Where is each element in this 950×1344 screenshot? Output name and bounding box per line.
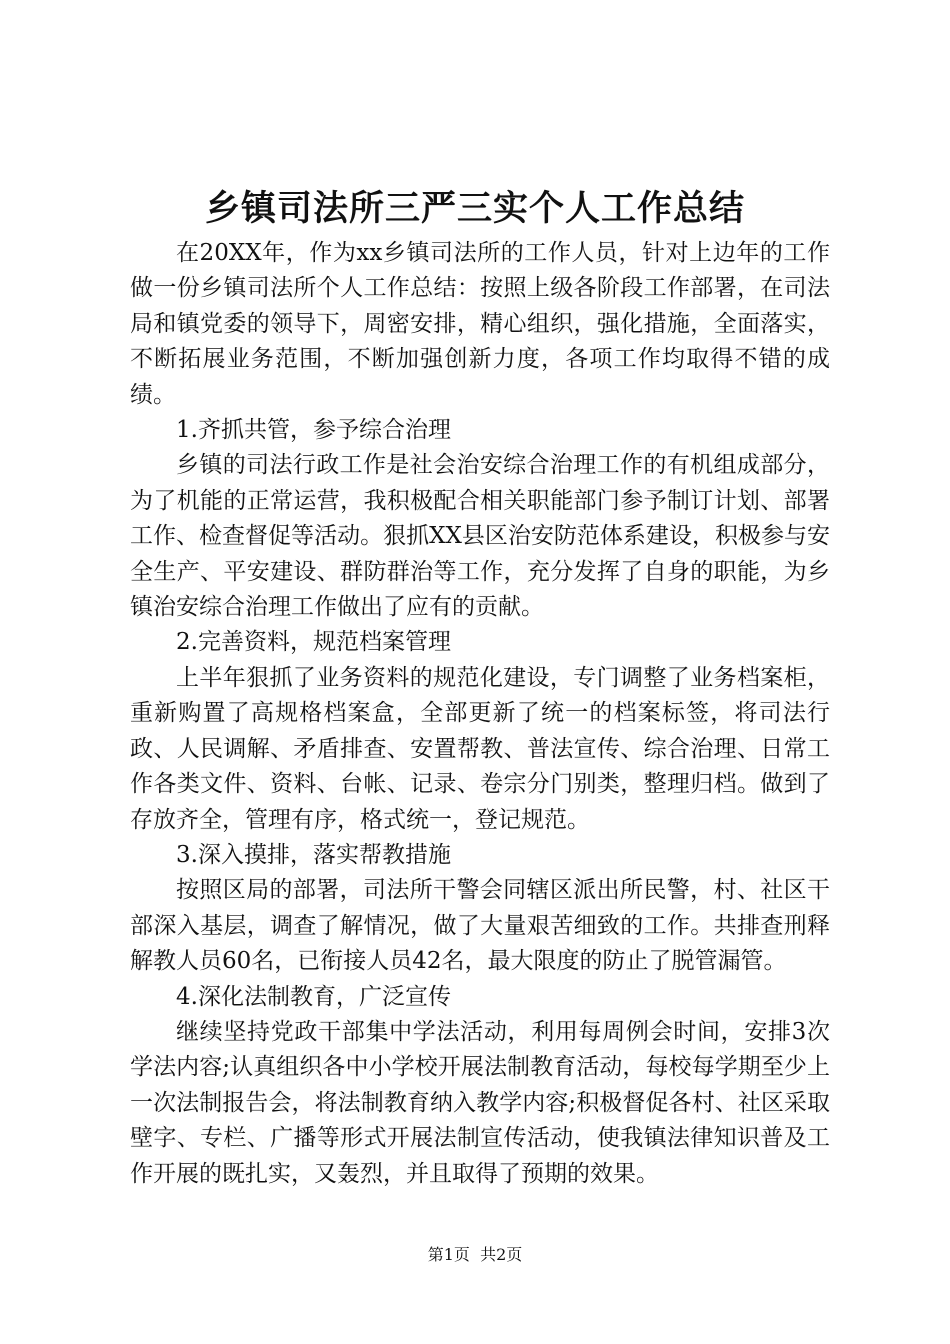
section-heading-4: 4.深化法制教育，广泛宣传 (176, 983, 451, 1010)
section-paragraph-4: 继续坚持党政干部集中学法活动，利用每周例会时间，安排3次学法内容;认真组织各中小学校开展法制教育活动，每校每学期至少上一次法制报告会，将法制教育纳入教学内容;积极督促各村、社区采取壁字、专栏、广播等形式开展法制宣传活动，使我镇法律知识普及工作开展的既扎实，又轰烈，并且取得了预期的效果。 (130, 1018, 830, 1187)
document-body (130, 236, 830, 1192)
document-title: 乡镇司法所三严三实个人工作总结 (204, 189, 745, 229)
section-paragraph-2: 上半年狠抓了业务资料的规范化建设，专门调整了业务档案柜，重新购置了高规格档案盒，全部更新了统一的档案标签，将司法行政、人民调解、矛盾排查、安置帮教、普法宣传、综合治理、日常工作各类文件、资料、台帐、记录、卷宗分门别类，整理归档。做到了存放齐全，管理有序，格式统一，登记规范。 (130, 664, 830, 833)
section-paragraph-1: 乡镇的司法行政工作是社会治安综合治理工作的有机组成部分，为了机能的正常运营，我积极配合相关职能部门参予制订计划、部署工作、检查督促等活动。狠抓XX县区治安防范体系建设，积极参与安全生产、平安建设、群防群治等工作，充分发挥了自身的职能，为乡镇治安综合治理工作做出了应有的贡献。 (130, 452, 830, 621)
section-heading-1: 1.齐抓共管，参予综合治理 (176, 417, 451, 444)
section-paragraph-3: 按照区局的部署，司法所干警会同辖区派出所民警，村、社区干部深入基层，调查了解情况，做了大量艰苦细致的工作。共排查刑释解教人员60名，已衔接人员42名，最大限度的防止了脱管漏管。 (130, 877, 830, 975)
intro-paragraph: 在20XX年，作为xx乡镇司法所的工作人员，针对上边年的工作做一份乡镇司法所个人工作总结：按照上级各阶段工作部署，在司法局和镇党委的领导下，周密安排，精心组织，强化措施，全面落实，不断拓展业务范围，不断加强创新力度，各项工作均取得不错的成绩。 (130, 240, 830, 408)
section-heading-3: 3.深入摸排，落实帮教措施 (176, 841, 451, 868)
page-footer (0, 1243, 950, 1267)
section-heading-2: 2.完善资料，规范档案管理 (176, 629, 451, 656)
page-total: 共2页 (480, 1245, 523, 1264)
page-number: 第1页 (427, 1245, 470, 1264)
